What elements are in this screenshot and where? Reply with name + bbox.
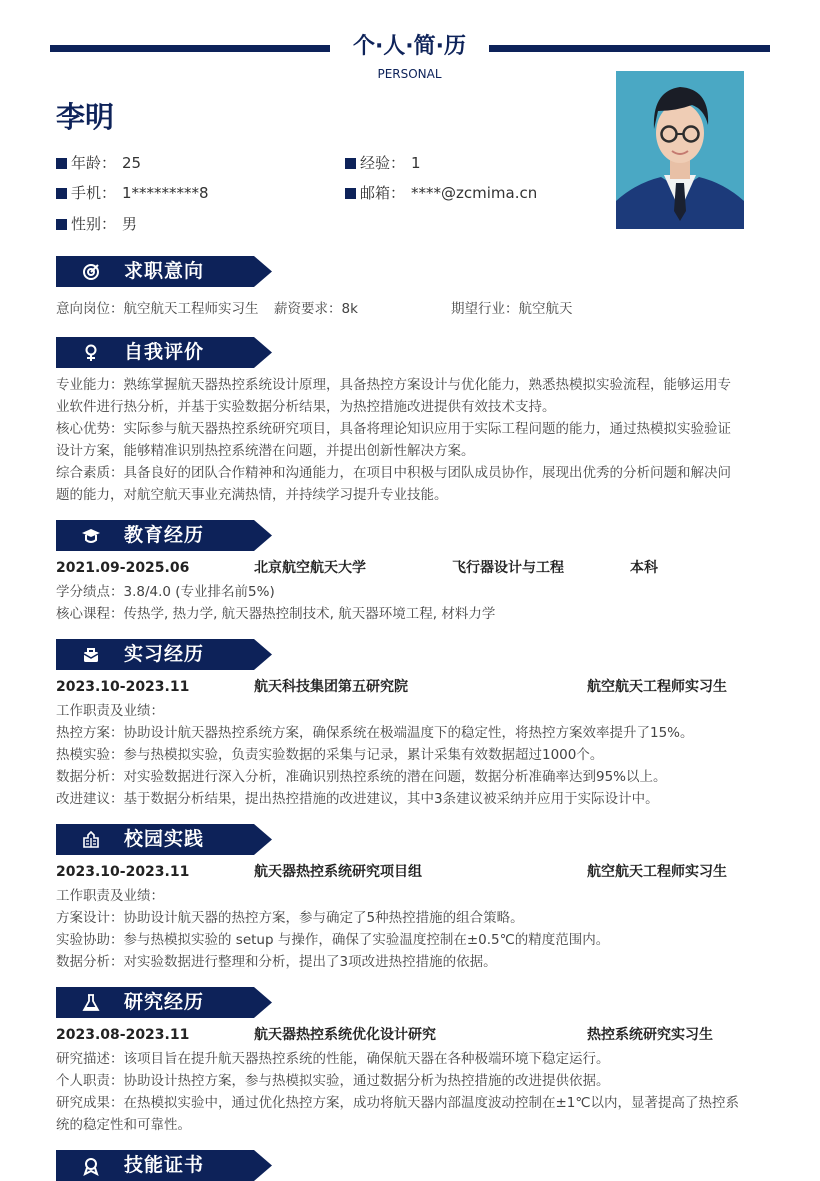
section-header-self-eval	[56, 337, 272, 368]
research-detail: 研究成果：在热模拟实验中，通过优化热控方案，成功将航天器内部温度波动控制在±1℃以内，显著提高了热控系	[56, 1095, 740, 1111]
internship-detail: 热控方案：协助设计航天器热控系统方案，确保系统在极端温度下的稳定性，将热控方案效率提升了15%。	[56, 725, 694, 741]
title-divider-left	[50, 45, 330, 52]
certificate-icon	[81, 1156, 101, 1176]
section-header-intention	[56, 256, 272, 287]
self-eval-line: 设计方案，能够精准识别热控系统潜在问题，并提出创新性解决方案。	[56, 443, 475, 459]
self-eval-line: 业软件进行热分析，并基于实验数据分析结果，为热控措施改进提供有效技术支持。	[56, 399, 556, 415]
section-title: 实习经历	[124, 643, 205, 665]
flower-icon	[81, 343, 101, 363]
internship-date: 2023.10-2023.11	[56, 679, 190, 695]
section-header-skills	[56, 1150, 272, 1181]
resume-title: 个·人·简·历	[352, 34, 467, 59]
section-title: 教育经历	[124, 524, 205, 546]
info-gender	[56, 214, 137, 234]
info-value: ****@zcmima.cn	[411, 184, 538, 202]
person-portrait-icon	[616, 71, 744, 229]
resume-subtitle: PERSONAL	[377, 67, 442, 81]
flask-icon	[81, 993, 101, 1013]
education-detail: 核心课程：传热学, 热力学, 航天器热控制技术, 航天器环境工程, 材料力学	[56, 606, 496, 622]
info-label: 性别：	[71, 215, 117, 233]
section-header-research	[56, 987, 272, 1018]
self-eval-line: 核心优势：实际参与航天器热控系统研究项目，具备将理论知识应用于实际工程问题的能力，通过热模拟实验验证	[56, 421, 731, 437]
section-header-campus	[56, 824, 272, 855]
internship-detail: 工作职责及业绩：	[56, 703, 164, 719]
candidate-name: 李明	[56, 100, 115, 134]
bullet-square-icon	[56, 188, 67, 199]
target-icon	[81, 262, 101, 282]
internship-org: 航天科技集团第五研究院	[254, 679, 408, 695]
desired-position: 意向岗位：航空航天工程师实习生	[56, 301, 259, 317]
education-detail: 学分绩点：3.8/4.0 (专业排名前5%)	[56, 584, 275, 600]
research-date: 2023.08-2023.11	[56, 1027, 190, 1043]
info-value: 25	[122, 154, 142, 172]
bullet-square-icon	[56, 219, 67, 230]
campus-detail: 数据分析：对实验数据进行整理和分析，提出了3项改进热控措施的依据。	[56, 954, 497, 970]
title-divider-right	[489, 45, 770, 52]
info-label: 经验：	[360, 154, 406, 172]
campus-detail: 实验协助：参与热模拟实验的 setup 与操作，确保了实验温度控制在±0.5℃的精度范围内。	[56, 932, 610, 948]
education-degree: 本科	[630, 560, 658, 576]
info-email	[345, 183, 537, 203]
section-header-internship	[56, 639, 272, 670]
research-detail: 个人职责：协助设计热控方案，参与热模拟实验，通过数据分析为热控措施的改进提供依据。	[56, 1073, 610, 1089]
research-detail: 研究描述：该项目旨在提升航天器热控系统的性能，确保航天器在各种极端环境下稳定运行。	[56, 1051, 610, 1067]
bullet-square-icon	[56, 158, 67, 169]
self-eval-line: 专业能力：熟练掌握航天器热控系统设计原理，具备热控方案设计与优化能力，熟悉热模拟实验流程，能够运用专	[56, 377, 731, 393]
section-title: 校园实践	[124, 828, 205, 850]
internship-detail: 数据分析：对实验数据进行深入分析，准确识别热控系统的潜在问题，数据分析准确率达到95%以上。	[56, 769, 667, 785]
desired-industry: 期望行业：航空航天	[451, 301, 573, 317]
section-title: 求职意向	[124, 260, 205, 282]
education-date: 2021.09-2025.06	[56, 560, 190, 576]
briefcase-icon	[81, 645, 101, 665]
internship-detail: 热模实验：参与热模拟实验，负责实验数据的采集与记录，累计采集有效数据超过1000个。	[56, 747, 604, 763]
info-age	[56, 153, 141, 173]
education-school: 北京航空航天大学	[254, 560, 366, 576]
campus-org: 航天器热控系统研究项目组	[254, 864, 422, 880]
info-label: 年龄：	[71, 154, 117, 172]
research-project: 航天器热控系统优化设计研究	[254, 1027, 436, 1043]
education-major: 飞行器设计与工程	[452, 560, 564, 576]
profile-photo	[616, 71, 744, 229]
info-value: 1	[411, 154, 421, 172]
info-experience	[345, 153, 421, 173]
desired-salary: 薪资要求：8k	[274, 301, 358, 317]
internship-detail: 改进建议：基于数据分析结果，提出热控措施的改进建议，其中3条建议被采纳并应用于实际设计中。	[56, 791, 659, 807]
graduation-cap-icon	[81, 526, 101, 546]
campus-role: 航空航天工程师实习生	[587, 864, 727, 880]
research-role: 热控系统研究实习生	[587, 1027, 713, 1043]
campus-detail: 工作职责及业绩：	[56, 888, 164, 904]
bullet-square-icon	[345, 158, 356, 169]
research-detail: 统的稳定性和可靠性。	[56, 1117, 191, 1133]
self-eval-line: 题的能力，对航空航天事业充满热情，并持续学习提升专业技能。	[56, 487, 448, 503]
resume-title-banner	[0, 32, 820, 62]
info-value: 男	[122, 215, 138, 233]
building-icon	[81, 830, 101, 850]
section-title: 研究经历	[124, 991, 205, 1013]
campus-detail: 方案设计：协助设计航天器的热控方案，参与确定了5种热控措施的组合策略。	[56, 910, 524, 926]
info-phone	[56, 183, 209, 203]
campus-date: 2023.10-2023.11	[56, 864, 190, 880]
bullet-square-icon	[345, 188, 356, 199]
info-label: 手机：	[71, 184, 117, 202]
section-header-education	[56, 520, 272, 551]
self-eval-line: 综合素质：具备良好的团队合作精神和沟通能力，在项目中积极与团队成员协作，展现出优秀的分析问题和解决问	[56, 465, 731, 481]
info-value: 1*********8	[122, 184, 209, 202]
info-label: 邮箱：	[360, 184, 406, 202]
section-title: 技能证书	[124, 1154, 205, 1176]
internship-role: 航空航天工程师实习生	[587, 679, 727, 695]
section-title: 自我评价	[124, 341, 205, 363]
